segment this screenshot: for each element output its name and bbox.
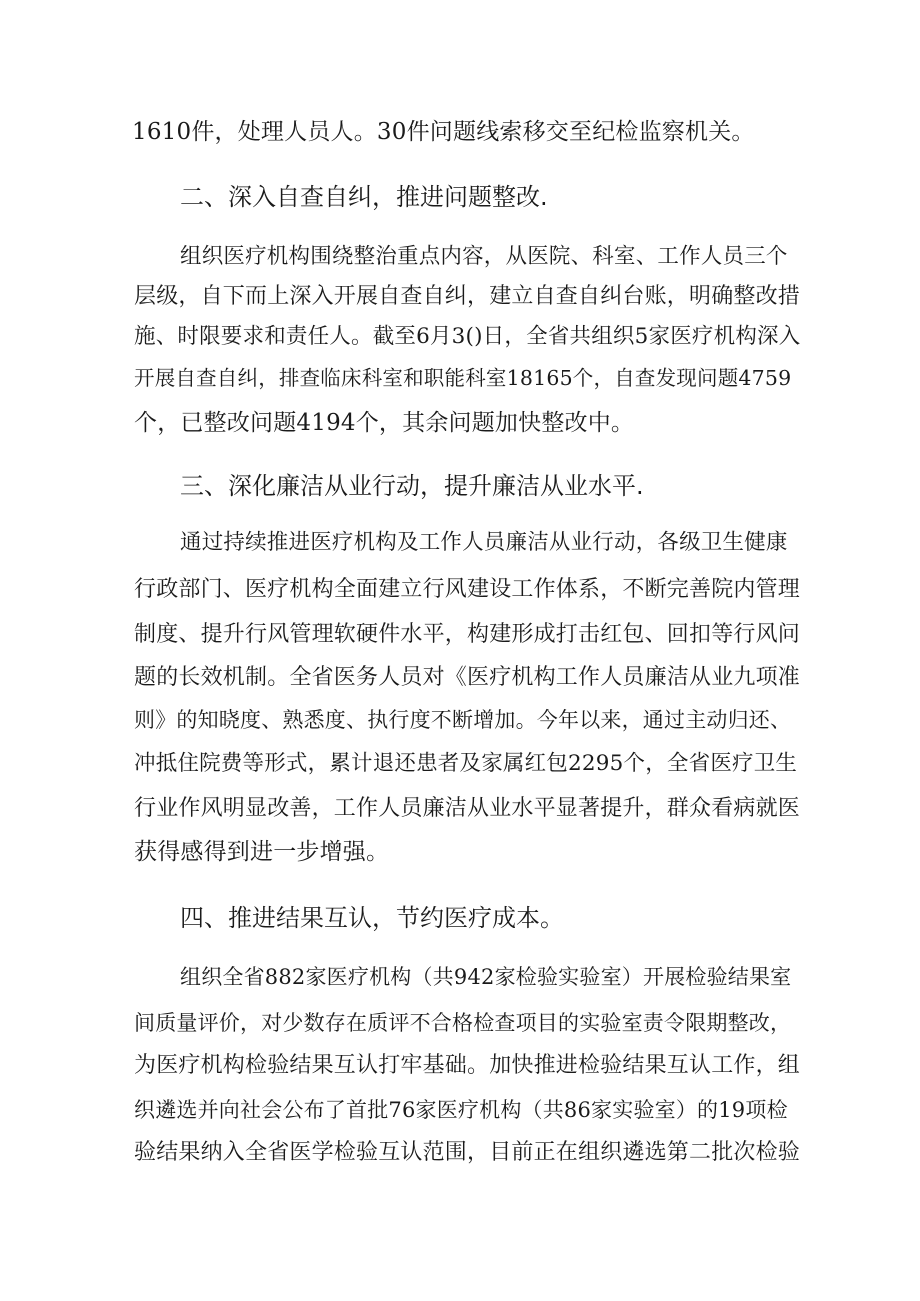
section-heading-3: 三、深化廉洁从业行动，提升廉洁从业水平. — [180, 472, 644, 500]
paragraph-line: 层级，自下而上深入开展自查自纠，建立自查自纠台账，明确整改措 — [134, 284, 801, 309]
paragraph-line: 间质量评价，对少数存在质评不合格检查项目的实验室责令限期整改， — [134, 1011, 792, 1035]
paragraph-line: 织遴选并向社会公布了首批76家医疗机构（共86家实验室）的19项检 — [134, 1098, 788, 1122]
paragraph-line: 则》的知晓度、熟悉度、执行度不断增加。今年以来，通过主动归还、 — [134, 708, 792, 732]
paragraph-line: 组织医疗机构围绕整治重点内容，从医院、科室、工作人员三个 — [180, 244, 788, 269]
paragraph-line: 验结果纳入全省医学检验互认范围，目前正在组织遴选第二批次检验 — [134, 1140, 801, 1165]
paragraph-line: 为医疗机构检验结果互认打牢基础。加快推进检验结果互认工作，组 — [134, 1053, 801, 1078]
paragraph-line: 行业作风明显改善，工作人员廉洁从业水平显著提升，群众看病就医 — [134, 796, 801, 821]
paragraph-line: 通过持续推进医疗机构及工作人员廉洁从业行动，各级卫生健康 — [180, 530, 788, 555]
paragraph-line: 获得感得到进一步增强。 — [134, 839, 390, 865]
paragraph-line: 行政部门、医疗机构全面建立行风建设工作体系，不断完善院内管理 — [134, 577, 801, 602]
section-heading-2: 二、深入自查自纠，推进问题整改. — [180, 183, 548, 211]
intro-line: 1610件，处理人员人。30件问题线索移交至纪检监察机关。 — [132, 119, 755, 145]
paragraph-line: 个，已整改问题4194个，其余问题加快整改中。 — [134, 410, 635, 436]
paragraph-line: 冲抵住院费等形式，累计退还患者及家属红包2295个，全省医疗卫生 — [134, 751, 798, 776]
section-heading-4: 四、推进结果互认，节约医疗成本。 — [180, 904, 564, 932]
paragraph-line: 题的长效机制。全省医务人员对《医疗机构工作人员廉洁从业九项准 — [134, 665, 801, 690]
paragraph-line: 施、时限要求和责任人。截至6月3()日，全省共组织5家医疗机构深入 — [134, 324, 801, 349]
paragraph-line: 制度、提升行风管理软硬件水平，构建形成打击红包、回扣等行风问 — [134, 622, 801, 647]
paragraph-line: 开展自查自纠，排查临床科室和职能科室18165个，自查发现问题4759 — [134, 366, 792, 390]
paragraph-line: 组织全省882家医疗机构（共942家检验实验室）开展检验结果室 — [180, 965, 792, 989]
